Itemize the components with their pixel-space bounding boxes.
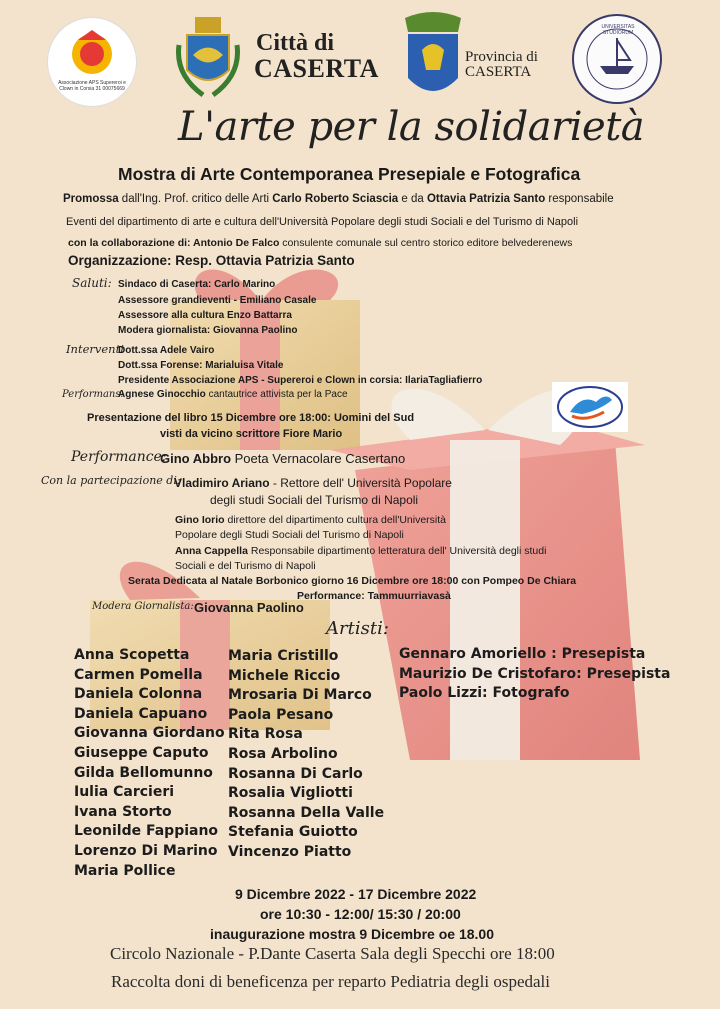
partecipazione-line-5	[175, 545, 546, 557]
performans-name: Agnese Ginocchio	[118, 389, 206, 400]
interventi-line-1: Dott.ssa Adele Vairo	[118, 345, 215, 356]
venue-line: Circolo Nazionale - P.Dante Caserta Sala degli Specchi ore 18:00	[110, 944, 555, 963]
artist-name: Anna Scopetta	[74, 647, 190, 663]
artist-name: Giuseppe Caputo	[74, 744, 209, 761]
promo-santo: Ottavia Patrizia Santo	[426, 193, 546, 205]
page-title: L'arte per la solidarietà	[178, 104, 645, 150]
performans-line	[118, 389, 348, 400]
provincia-di-label: Provincia di	[465, 49, 538, 65]
promo-sciascia: Carlo Roberto Sciascia	[272, 193, 399, 205]
dates-line-3: inaugurazione mostra 9 Dicembre oe 18.00	[210, 926, 494, 942]
peace-dove-icon	[552, 382, 628, 432]
artist-name: Lorenzo Di Marino	[74, 842, 218, 859]
promo-text-3: responsabile	[545, 193, 614, 205]
artist-name: Carmen Pomella	[74, 666, 203, 683]
artist-name: Gilda Bellomunno	[74, 764, 213, 781]
artist-name: Leonilde Fappiano	[74, 823, 219, 840]
artist-name: Rosanna Della Valle	[228, 804, 385, 821]
artist-name: Ivana Storto	[74, 803, 172, 820]
artists-column-3	[399, 645, 670, 704]
interventi-line-3: Presidente Associazione APS - Supereroi e Clown in corsia: IlariaTagliafierro	[118, 375, 483, 386]
event-subtitle: Mostra di Arte Contemporanea Presepiale e Fotografica	[118, 164, 581, 184]
promo-line-3	[68, 237, 572, 249]
artist-name: Paola Pesano	[228, 706, 334, 723]
partecipazione-line-6: Sociali e del Turismo di Napoli	[175, 560, 316, 572]
modera-name: Giovanna Paolino	[194, 600, 304, 615]
organizzazione-line: Organizzazione: Resp. Ottavia Patrizia Santo	[68, 253, 355, 268]
collaborazione-desc: consulente comunale sul centro storico editore belvederenews	[279, 237, 573, 249]
artist-name: Daniela Capuano	[74, 705, 208, 722]
raccolta-line: Raccolta doni di beneficenza per reparto Pediatria degli ospedali	[111, 972, 550, 991]
presentazione-line-2: visti da vicino scrittore Fiore Mario	[160, 428, 343, 440]
association-logo-text: Associazione APS Supereroi e Clown in Corsia 31 00075669	[58, 80, 126, 92]
ariano-name: Vladimiro Ariano	[174, 476, 270, 490]
partecipazione-line-2: degli studi Sociali del Turismo di Napoli	[210, 493, 419, 507]
artist-name: Gennaro Amoriello : Presepista	[399, 646, 646, 662]
artist-name: Iulia Carcieri	[74, 784, 175, 801]
serata-line-2: Performance: Tammuurriavasà	[297, 590, 451, 602]
partecipazione-line-1	[174, 476, 452, 490]
performance-name: Gino Abbro	[160, 451, 232, 466]
saluti-line-4: Modera giornalista: Giovanna Paolino	[118, 325, 298, 336]
artist-name: Rita Rosa	[228, 726, 303, 743]
collaborazione-name: con la collaborazione di: Antonio De Falco	[68, 237, 280, 249]
artist-name: Rosa Arbolino	[228, 745, 338, 762]
partecipazione-label: Con la partecipazione di:	[41, 474, 181, 487]
partecipazione-line-4: Popolare degli Studi Sociali del Turismo di Napoli	[175, 529, 404, 541]
presentazione-line-1: Presentazione del libro 15 Dicembre ore 18:00: Uomini del Sud	[87, 412, 415, 424]
provincia-crest-icon	[400, 8, 466, 106]
promo-line-2: Eventi del dipartimento di arte e cultura dell'Università Popolare degli studi Sociali e del Turismo di Napoli	[66, 216, 579, 228]
interventi-line-2: Dott.ssa Forense: Marialuisa Vitale	[118, 360, 284, 371]
saluti-line-1: Sindaco di Caserta: Carlo Marino	[118, 279, 276, 290]
saluti-line-3: Assessore alla cultura Enzo Battarra	[118, 310, 292, 321]
performans-desc: cantautrice attivista per la Pace	[205, 389, 348, 400]
dates-line-2: ore 10:30 - 12:00/ 15:30 / 20:00	[260, 906, 461, 922]
performance-label: Performance:	[71, 449, 167, 465]
interventi-label: Interventi	[66, 342, 124, 356]
association-logo	[48, 18, 136, 106]
performance-desc: Poeta Vernacolare Casertano	[231, 451, 406, 466]
university-seal-text: UNIVERSITAS STUDIORUM	[601, 24, 635, 36]
cappella-desc: Responsabile dipartimento letteratura dell' Università degli studi	[247, 545, 547, 557]
artist-name: Paolo Lizzi: Fotografo	[399, 685, 570, 702]
promo-prefix: Promossa	[63, 193, 119, 205]
iorio-desc: direttore del dipartimento cultura dell'Università	[224, 514, 447, 526]
artist-name: Maria Pollice	[74, 862, 176, 879]
serata-line-1: Serata Dedicata al Natale Borbonico giorno 16 Dicembre ore 18:00 con Pompeo De Chiara	[128, 575, 577, 587]
university-seal	[572, 14, 662, 104]
promo-line-1	[63, 193, 614, 205]
partecipazione-line-3	[175, 514, 446, 526]
caserta-crest-icon	[173, 15, 243, 105]
saluti-label: Saluti:	[72, 276, 112, 290]
artist-name: Maurizio De Cristofaro: Presepista	[399, 665, 671, 682]
modera-label: Modera Giornalista:	[92, 601, 194, 612]
artist-name: Michele Riccio	[228, 667, 341, 684]
promo-text-1: dall'Ing. Prof. critico delle Arti	[118, 193, 273, 205]
promo-text-2: e da	[398, 193, 427, 205]
provincia-caserta-label: CASERTA	[465, 64, 532, 80]
artist-name: Rosanna Di Carlo	[228, 765, 363, 782]
dates-line-1: 9 Dicembre 2022 - 17 Dicembre 2022	[235, 886, 477, 902]
performans-label: Performans:	[62, 389, 124, 400]
caserta-city-label: CASERTA	[254, 54, 379, 83]
artist-name: Stefania Guiotto	[228, 824, 358, 841]
artist-name: Vincenzo Piatto	[228, 843, 352, 860]
cappella-name: Anna Cappella	[175, 545, 248, 557]
artist-name: Rosalia Vigliotti	[228, 785, 353, 802]
artist-name: Daniela Colonna	[74, 686, 203, 703]
artists-column-2	[228, 647, 384, 863]
artist-name: Giovanna Giordano	[74, 725, 225, 742]
superhero-clown-icon	[48, 18, 136, 106]
iorio-name: Gino Iorio	[175, 514, 225, 526]
artist-name: Mrosaria Di Marco	[228, 687, 372, 704]
ariano-desc: - Rettore dell' Università Popolare	[269, 476, 452, 490]
saluti-line-2: Assessore grandieventi - Emiliano Casale	[118, 295, 317, 306]
citta-di-label: Città di	[256, 30, 334, 56]
artisti-label: Artisti:	[326, 618, 389, 639]
artists-column-1	[74, 646, 225, 881]
artist-name: Maria Cristillo	[228, 648, 339, 664]
performance-line	[160, 451, 405, 466]
